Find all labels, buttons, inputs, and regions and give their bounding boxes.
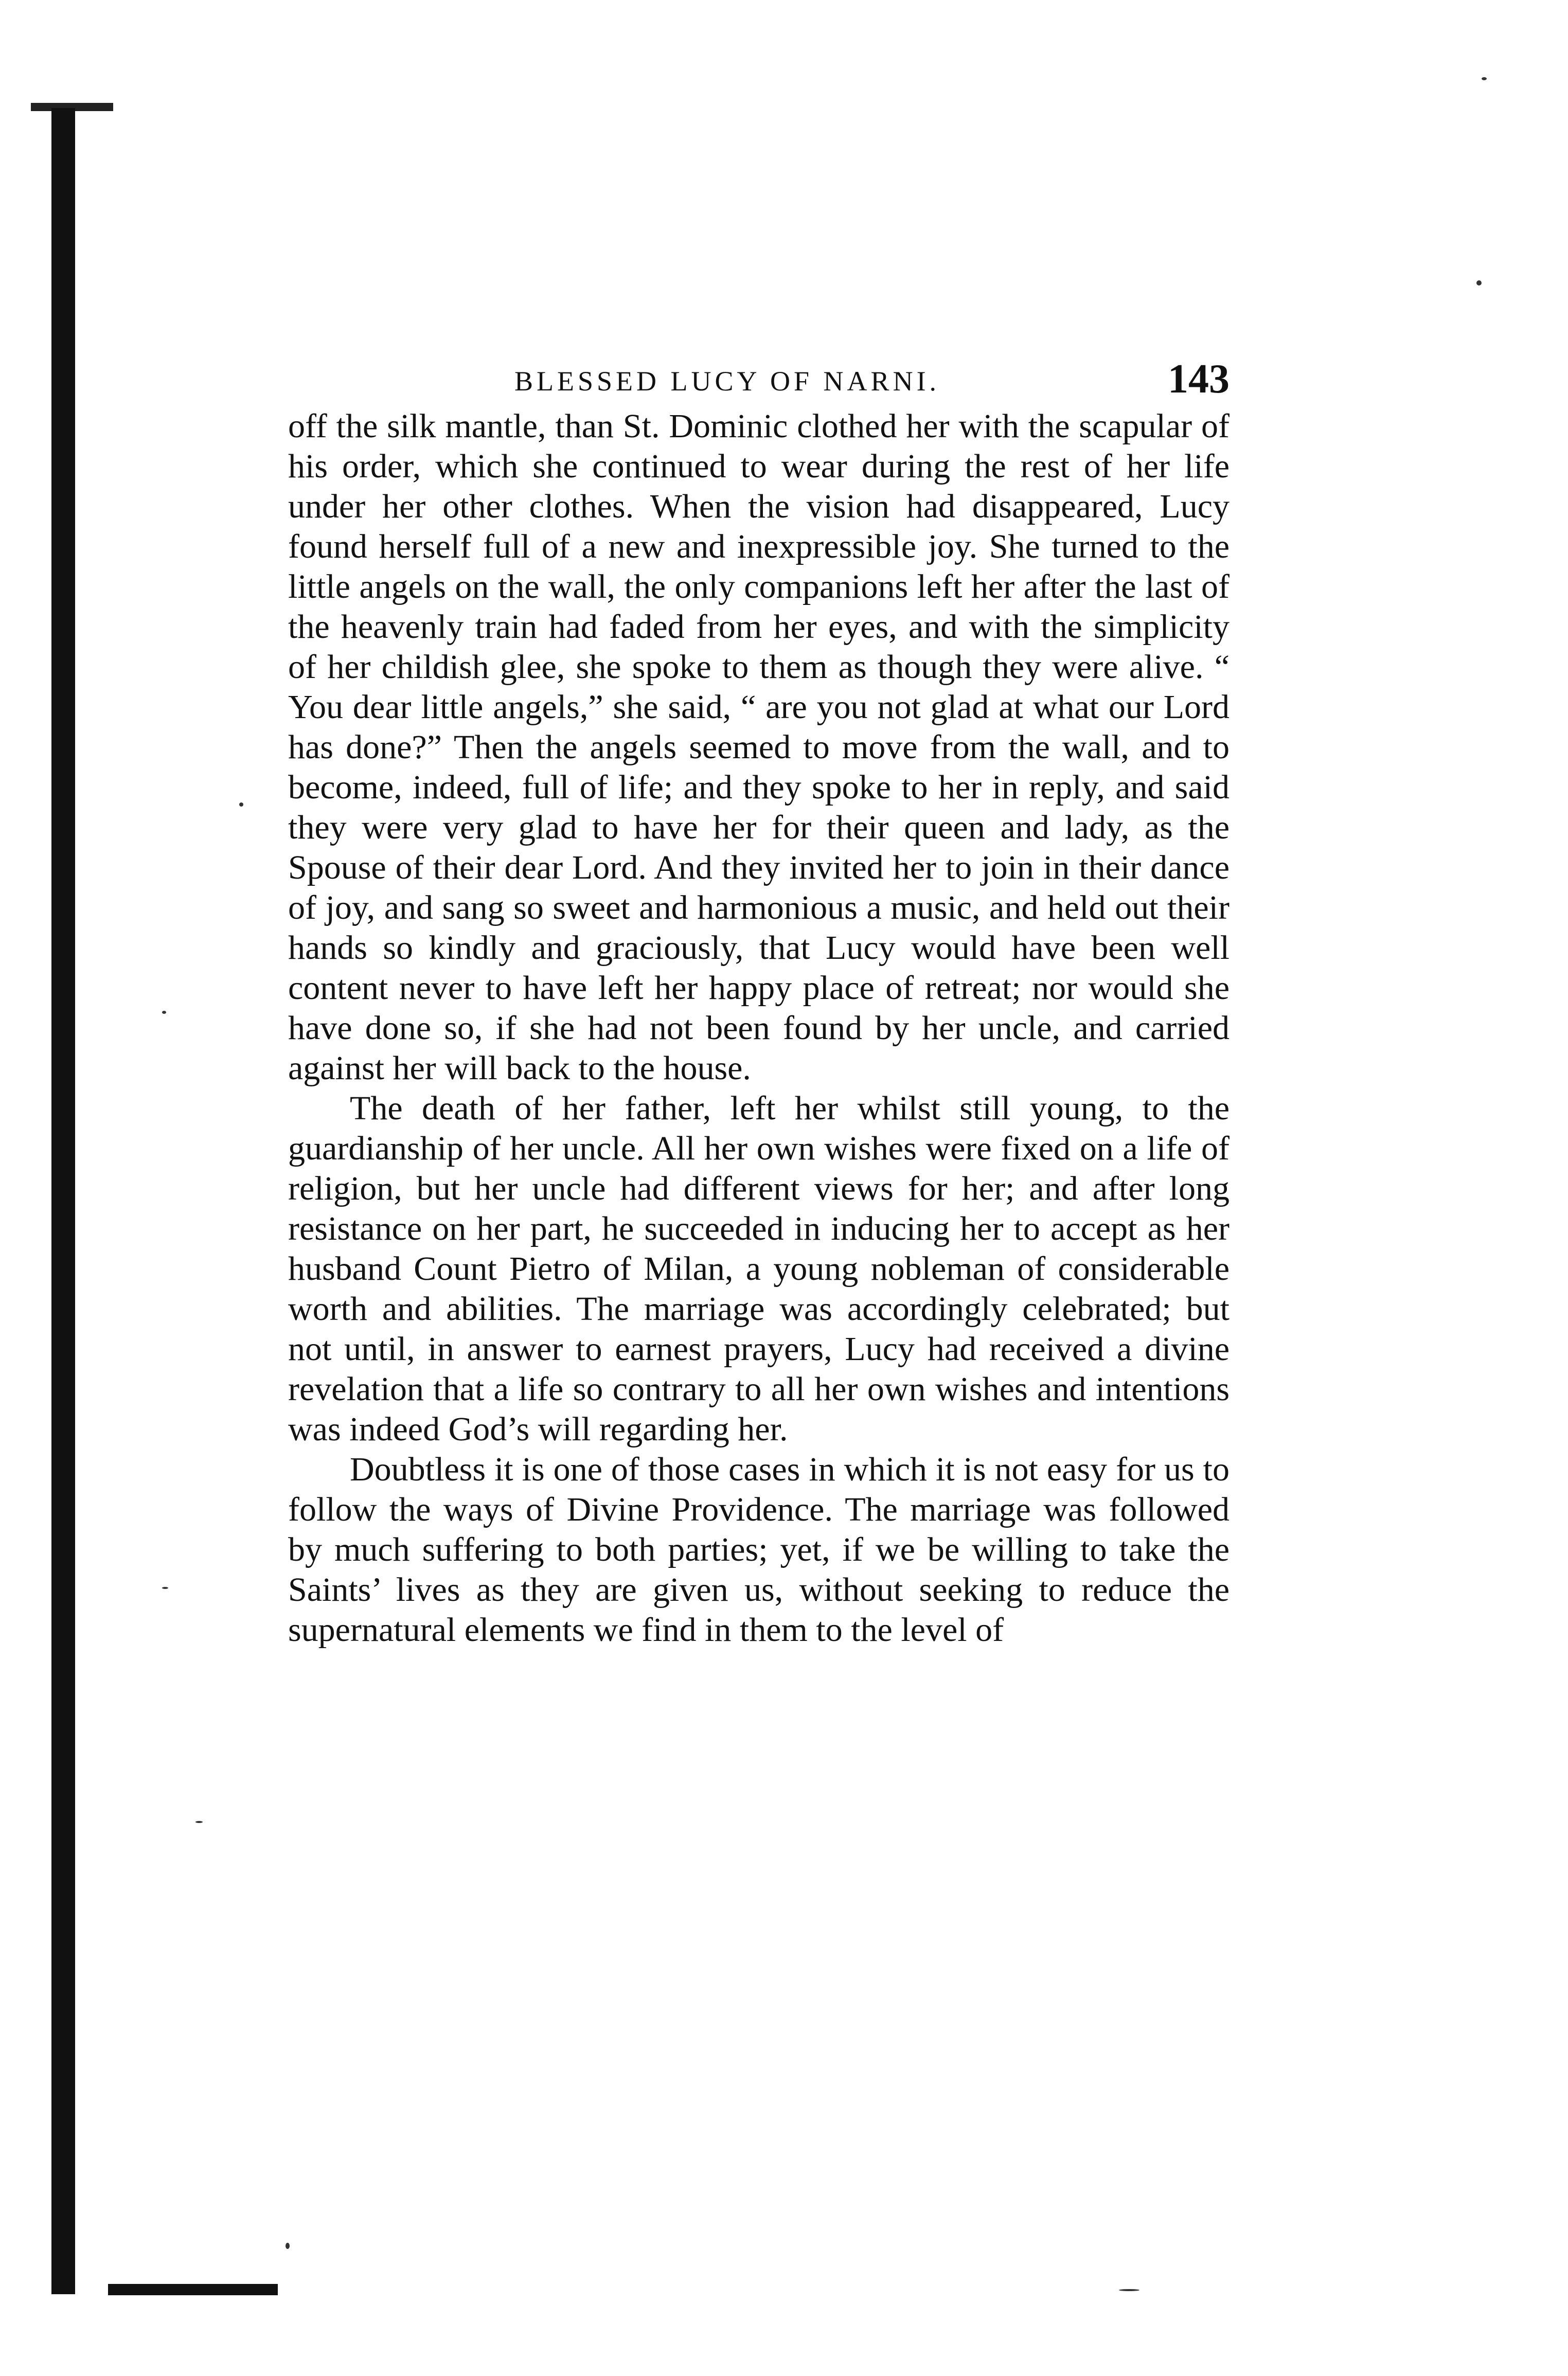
paper-speck <box>162 1587 168 1589</box>
page-header <box>288 355 1230 401</box>
page-number: 143 <box>1168 356 1230 402</box>
paragraph: off the silk mantle, than St. Dominic clothed her with the scapular of his order, which she continued to wear during the rest of her life under her other clothes. When the vision had disappeared, Lucy found herself full of a new and inexpressible joy. She turned to the little angels on the wall, the only companions left her after the last of the heavenly train had faded from her eyes, and with the simplicity of her childish glee, she spoke to them as though they were alive. “ You dear little angels,” she said, “ are you not glad at what our Lord has done?” Then the angels seemed to move from the wall, and to become, indeed, full of life; and they spoke to her in reply, and said they were very glad to have her for their queen and lady, as the Spouse of their dear Lord. And they invited her to join in their dance of joy, and sang so sweet and harmonious a music, and held out their hands so kindly and graciously, that Lucy would have been well content never to have left her happy place of retreat; nor would she have done so, if she had not been found by her uncle, and carried against her will back to the house. <box>288 407 1230 1087</box>
body-text <box>288 406 1230 1650</box>
paper-speck <box>1482 77 1487 80</box>
paper-speck <box>239 802 243 807</box>
binding-edge <box>51 108 75 2294</box>
paper-speck <box>162 1011 166 1014</box>
paper-speck <box>286 2243 290 2249</box>
binding-edge-foot <box>108 2284 278 2295</box>
paragraph: Doubtless it is one of those cases in which it is not easy for us to follow the ways of Divine Providence. The marriage was followed by much suffering to both parties; yet, if we be willing to take the Saints’ lives as they are given us, without seeking to reduce the supernatural elements we find in them to the level of <box>288 1451 1230 1649</box>
running-head: BLESSED LUCY OF NARNI. <box>514 366 940 397</box>
paper-speck <box>1119 2289 1139 2291</box>
paper-speck <box>195 1821 203 1823</box>
paper-speck <box>1476 280 1482 285</box>
paragraph: The death of her father, left her whilst still young, to the guardianship of her uncle. All her own wishes were fixed on a life of religion, but her uncle had different views for her; and after long resistance on her part, he succeeded in inducing her to accept as her husband Count Pietro of Milan, a young nobleman of considerable worth and abilities. The marriage was accordingly celebrated; but not until, in answer to earnest prayers, Lucy had received a divine revelation that a life so contrary to all her own wishes and intentions was indeed God’s will regarding her. <box>288 1089 1230 1448</box>
